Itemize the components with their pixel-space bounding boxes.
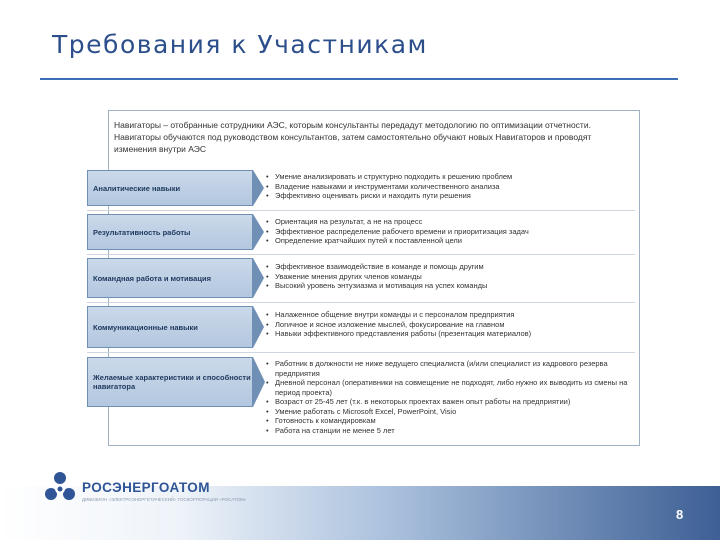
requirement-bullets bbox=[266, 310, 636, 339]
bullet-item: • Умение работать с Microsoft Excel, PowerPoint, Visio bbox=[266, 407, 636, 417]
requirement-label: Желаемые характеристики и способности навигатора bbox=[93, 373, 251, 391]
requirement-label: Командная работа и мотивация bbox=[93, 273, 211, 283]
requirement-bullets bbox=[266, 217, 636, 246]
requirement-label-box bbox=[87, 306, 253, 348]
arrow-right-icon bbox=[253, 214, 264, 250]
bullet-item: • Эффективное распределение рабочего времени и приоритизация задач bbox=[266, 227, 636, 237]
bullet-item: • Уважение мнения других членов команды bbox=[266, 272, 636, 282]
arrow-right-icon bbox=[253, 357, 265, 407]
intro-paragraph: Навигаторы – отобранные сотрудники АЭС, которым консультанты передадут методологию по оптимизации отчетности. Навигаторы обучаются под руководством консультантов, затем самостоятельно обучают новых Навигаторов и проводят изменения внутри АЭС bbox=[114, 120, 592, 154]
row-divider bbox=[87, 254, 635, 255]
bullet-item: • Дневной персонал (оперативники на совмещение не подходят, либо нужно их выводить из смены на период проекта) bbox=[266, 378, 636, 397]
bullet-item: • Высокий уровень энтузиазма и мотивация на успех команды bbox=[266, 281, 636, 291]
arrow-right-icon bbox=[253, 306, 264, 348]
row-divider bbox=[87, 302, 635, 303]
requirement-bullets bbox=[266, 262, 636, 291]
page-number: 8 bbox=[676, 507, 684, 522]
requirement-label-box bbox=[87, 214, 253, 250]
arrow-right-icon bbox=[253, 170, 264, 206]
slide-title: Требования к Участникам bbox=[52, 30, 428, 59]
bullet-item: • Эффективно оценивать риски и находить пути решения bbox=[266, 191, 636, 201]
bullet-item: • Налаженное общение внутри команды и с персоналом предприятия bbox=[266, 310, 636, 320]
bullet-item: • Ориентация на результат, а не на процесс bbox=[266, 217, 636, 227]
bullet-item: • Работа на станции не менее 5 лет bbox=[266, 426, 636, 436]
row-divider bbox=[87, 210, 635, 211]
title-divider bbox=[40, 78, 678, 80]
arrow-right-icon bbox=[253, 258, 264, 298]
requirement-label-box bbox=[87, 357, 253, 407]
bullet-item: • Владение навыками и инструментами количественного анализа bbox=[266, 182, 636, 192]
logo-subtitle: ДИВИЗИОН «ЭЛЕКТРОЭНЕРГЕТИЧЕСКИЙ» ГОСКОРПОРАЦИИ «РОСАТОМ» bbox=[82, 497, 247, 502]
requirement-bullets bbox=[266, 359, 636, 435]
requirement-label: Аналитические навыки bbox=[93, 183, 181, 193]
bullet-item: • Логичное и ясное изложение мыслей, фокусирование на главном bbox=[266, 320, 636, 330]
row-divider bbox=[87, 352, 635, 353]
bullet-item: • Эффективное взаимодействие в команде и помощь другим bbox=[266, 262, 636, 272]
bullet-item: • Возраст от 25-45 лет (т.к. в некоторых проектах важен опыт работы на предприятии) bbox=[266, 397, 636, 407]
requirement-bullets bbox=[266, 172, 636, 201]
requirement-label-box bbox=[87, 170, 253, 206]
bullet-item: • Навыки эффективного представления работы (презентация материалов) bbox=[266, 329, 636, 339]
bullet-item: • Умение анализировать и структурно подходить к решению проблем bbox=[266, 172, 636, 182]
logo-wordmark: РОСЭНЕРГОАТОМ bbox=[82, 480, 210, 495]
rosenergoatom-logo-icon bbox=[42, 470, 78, 506]
bullet-item: • Определение кратчайших путей к поставленной цели bbox=[266, 236, 636, 246]
bullet-item: • Работник в должности не ниже ведущего специалиста (и/или специалист из кадрового резерва предприятия bbox=[266, 359, 636, 378]
requirement-label: Коммуникационные навыки bbox=[93, 322, 198, 332]
requirement-label: Результативность работы bbox=[93, 227, 191, 237]
bullet-item: • Готовность к командировкам bbox=[266, 416, 636, 426]
requirement-label-box bbox=[87, 258, 253, 298]
